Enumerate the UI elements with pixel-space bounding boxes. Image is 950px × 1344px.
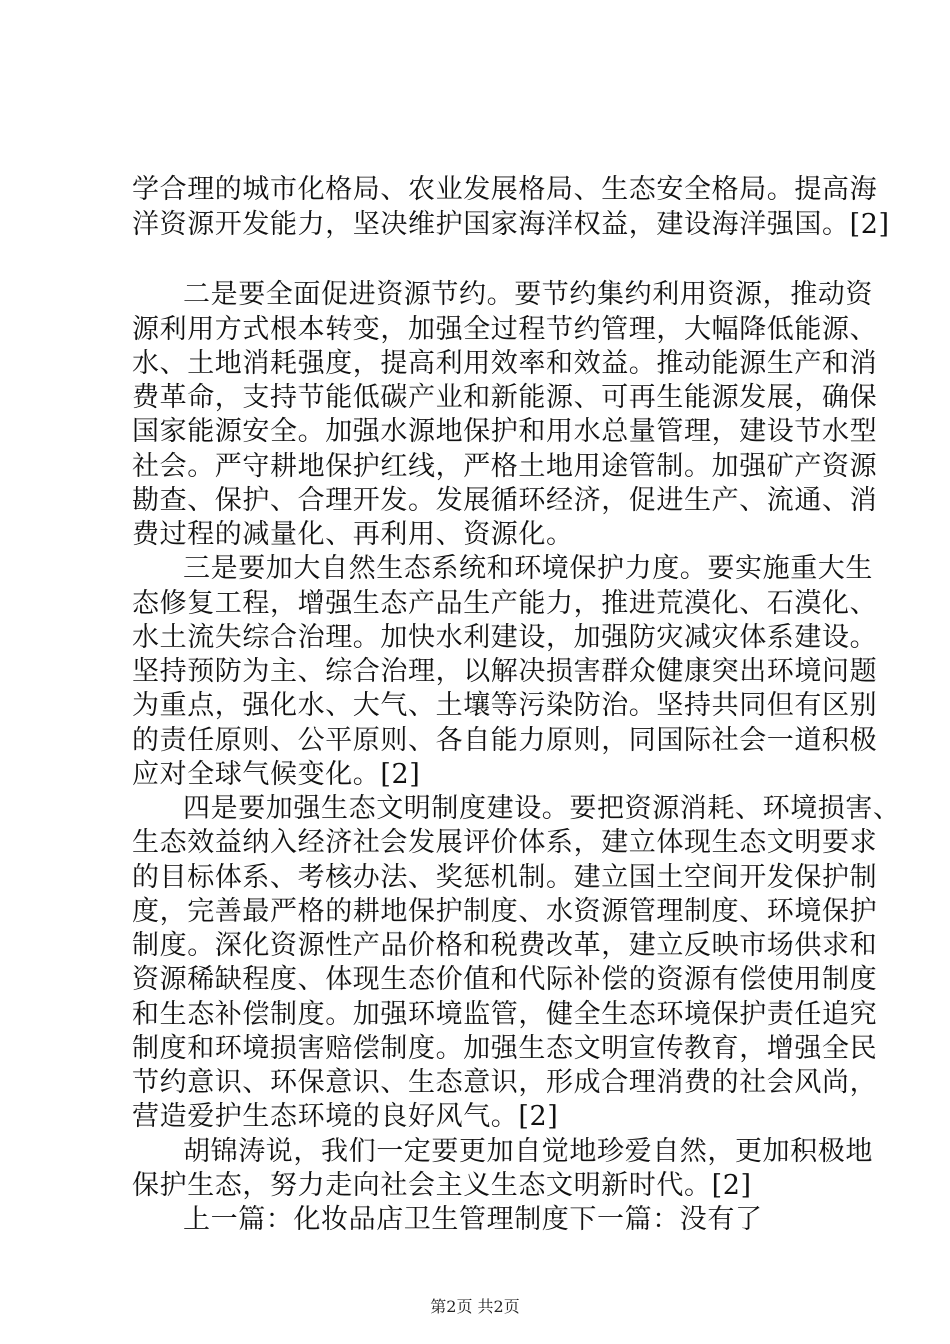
- text-line: 国家能源安全。加强水源地保护和用水总量管理，建设节水型: [132, 416, 878, 447]
- prev-next-navigation[interactable]: 上一篇：化妆品店卫生管理制度下一篇：没有了: [183, 1204, 763, 1235]
- text-line: 制度和环境损害赔偿制度。加强生态文明宣传教育，增强全民: [132, 1033, 878, 1064]
- text-line: 费过程的减量化、再利用、资源化。: [132, 519, 574, 550]
- text-line: 生态效益纳入经济社会发展评价体系，建立体现生态文明要求: [132, 827, 878, 858]
- text-line: 资源稀缺程度、体现生态价值和代际补偿的资源有偿使用制度: [132, 964, 878, 995]
- text-line: 费革命，支持节能低碳产业和新能源、可再生能源发展，确保: [132, 382, 878, 413]
- paragraph-start-line: 胡锦涛说，我们一定要更加自觉地珍爱自然，更加积极地: [183, 1136, 873, 1167]
- text-line: 水土流失综合治理。加快水利建设，加强防灾减灾体系建设。: [132, 622, 878, 653]
- text-line: 洋资源开发能力，坚决维护国家海洋权益，建设海洋强国。[2]: [132, 209, 890, 240]
- text-line: 的责任原则、公平原则、各自能力原则，同国际社会一道积极: [132, 725, 878, 756]
- text-line: 度，完善最严格的耕地保护制度、水资源管理制度、环境保护: [132, 896, 878, 927]
- text-line: 的目标体系、考核办法、奖惩机制。建立国土空间开发保护制: [132, 862, 878, 893]
- text-line: 保护生态，努力走向社会主义生态文明新时代。[2]: [132, 1170, 752, 1201]
- text-line: 学合理的城市化格局、农业发展格局、生态安全格局。提高海: [132, 174, 878, 205]
- text-line: 和生态补偿制度。加强环境监管，健全生态环境保护责任追究: [132, 999, 878, 1030]
- text-line: 应对全球气候变化。[2]: [132, 759, 421, 790]
- text-line: 社会。严守耕地保护红线，严格土地用途管制。加强矿产资源: [132, 451, 878, 482]
- text-line: 营造爱护生态环境的良好风气。[2]: [132, 1101, 559, 1132]
- text-line: 水、土地消耗强度，提高利用效率和效益。推动能源生产和消: [132, 348, 878, 379]
- text-line: 坚持预防为主、综合治理，以解决损害群众健康突出环境问题: [132, 656, 878, 687]
- text-line: 源利用方式根本转变，加强全过程节约管理，大幅降低能源、: [132, 314, 878, 345]
- text-line: 为重点，强化水、大气、土壤等污染防治。坚持共同但有区别: [132, 690, 878, 721]
- text-line: 节约意识、环保意识、生态意识，形成合理消费的社会风尚，: [132, 1067, 878, 1098]
- paragraph-start-line: 二是要全面促进资源节约。要节约集约利用资源，推动资: [183, 279, 873, 310]
- text-line: 勘查、保护、合理开发。发展循环经济，促进生产、流通、消: [132, 485, 878, 516]
- page-number-footer: 第2页 共2页: [430, 1297, 520, 1316]
- text-line: 态修复工程，增强生态产品生产能力，推进荒漠化、石漠化、: [132, 588, 878, 619]
- paragraph-start-line: 四是要加强生态文明制度建设。要把资源消耗、环境损害、: [183, 793, 901, 824]
- text-line: 制度。深化资源性产品价格和税费改革，建立反映市场供求和: [132, 930, 878, 961]
- paragraph-start-line: 三是要加大自然生态系统和环境保护力度。要实施重大生: [183, 553, 873, 584]
